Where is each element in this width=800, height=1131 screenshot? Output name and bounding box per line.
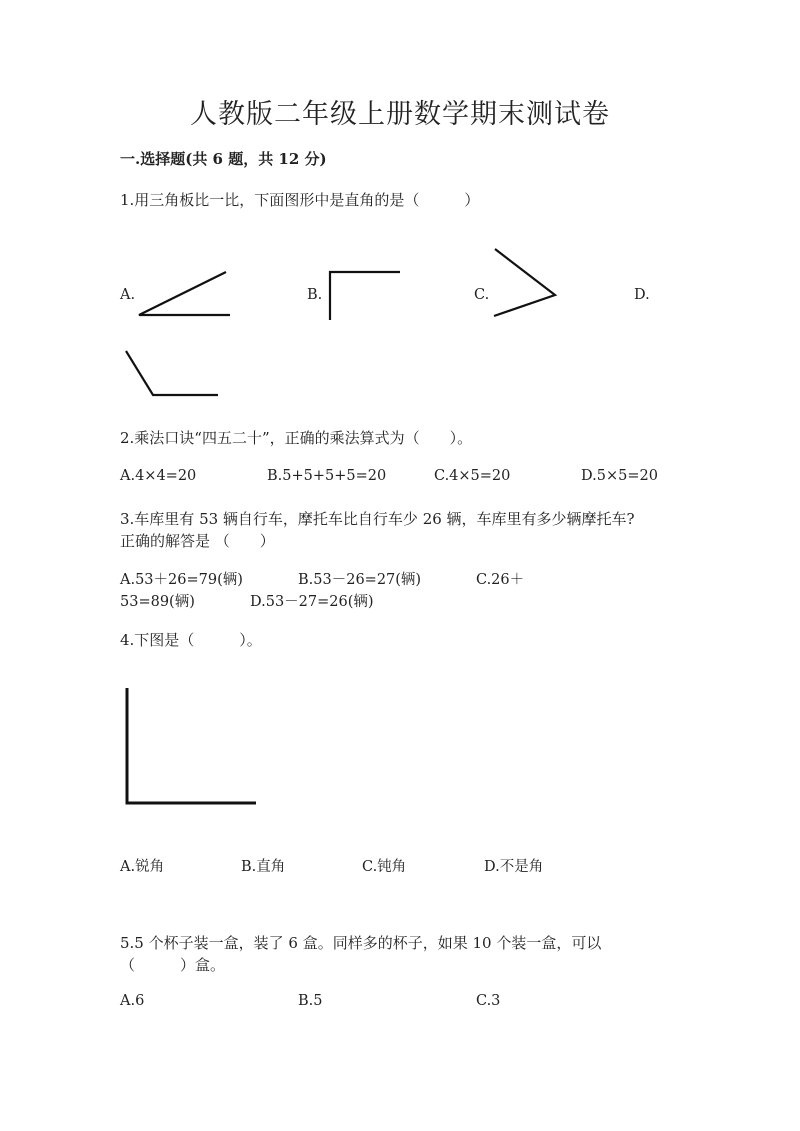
- question-1-option-a[interactable]: A.: [120, 287, 136, 303]
- question-3-text-line2: 正确的解答是 （ ）: [120, 532, 275, 550]
- question-2-option-c[interactable]: C.4×5=20: [434, 468, 511, 484]
- question-2-option-b[interactable]: B.5+5+5+5=20: [267, 468, 387, 484]
- question-1-text: 1.用三角板比一比，下面图形中是直角的是（ ）: [120, 191, 480, 209]
- section-heading: 一.选择题(共 6 题，共 12 分): [120, 150, 327, 168]
- question-5-text-line1: 5.5 个杯子装一盒，装了 6 盒。同样多的杯子，如果 10 个装一盒，可以: [120, 934, 602, 952]
- question-2-option-d[interactable]: D.5×5=20: [581, 468, 658, 484]
- question-4-option-a[interactable]: A.锐角: [120, 859, 165, 875]
- question-3-option-c-part2[interactable]: 53=89(辆): [120, 594, 195, 610]
- figure-d-obtuse-angle: [126, 351, 218, 395]
- question-5-option-b[interactable]: B.5: [298, 993, 323, 1009]
- question-1-option-d[interactable]: D.: [634, 287, 650, 303]
- question-1-option-c[interactable]: C.: [474, 287, 490, 303]
- question-1-option-b[interactable]: B.: [307, 287, 323, 303]
- question-2-option-a[interactable]: A.4×4=20: [120, 468, 197, 484]
- question-3-option-a[interactable]: A.53＋26=79(辆): [120, 572, 243, 588]
- figure-a-acute-angle: [139, 272, 230, 315]
- question-4-option-b[interactable]: B.直角: [241, 859, 286, 875]
- figure-c-acute-angle: [494, 249, 555, 316]
- question-3-option-b[interactable]: B.53－26=27(辆): [298, 572, 422, 588]
- question-5-option-c[interactable]: C.3: [476, 993, 501, 1009]
- question-2-text: 2.乘法口诀“四五二十”，正确的乘法算式为（ ）。: [120, 429, 473, 447]
- question-4-option-c[interactable]: C.钝角: [362, 859, 407, 875]
- question-3-option-c-part1[interactable]: C.26＋: [476, 572, 525, 588]
- question-3-text-line1: 3.车库里有 53 辆自行车，摩托车比自行车少 26 辆，车库里有多少辆摩托车?: [120, 510, 635, 528]
- figure-4-right-angle: [127, 688, 256, 803]
- question-4-option-d[interactable]: D.不是角: [484, 859, 544, 875]
- figure-b-right-angle: [330, 272, 400, 320]
- page-title: 人教版二年级上册数学期末测试卷: [190, 99, 610, 130]
- question-5-text-line2: （ ）盒。: [120, 956, 226, 974]
- question-4-text: 4.下图是（ ）。: [120, 631, 262, 649]
- question-5-option-a[interactable]: A.6: [120, 993, 145, 1009]
- question-3-option-d[interactable]: D.53－27=26(辆): [250, 594, 374, 610]
